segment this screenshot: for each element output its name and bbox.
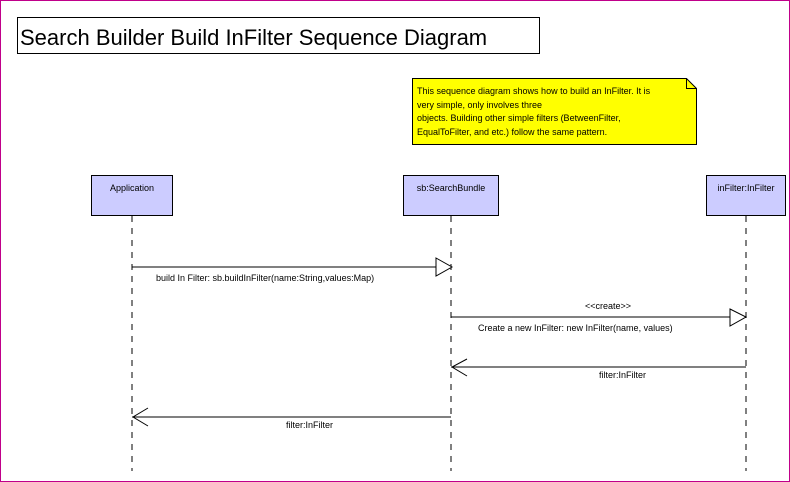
arrowhead-create (730, 309, 746, 326)
message-label-build-infilter: build In Filter: sb.buildInFilter(name:String,values:Map) (156, 273, 375, 283)
arrowhead-build-infilter (436, 258, 452, 276)
note-line: EqualToFilter, and etc.) follow the same pattern. (417, 126, 608, 137)
message-stereotype-create: <<create>> (585, 301, 632, 311)
message-label-create: Create a new InFilter: new InFilter(name, values) (478, 323, 673, 333)
message-label-return-application: filter:InFilter (286, 420, 334, 430)
note-line: objects. Building other simple filters (BetweenFilter, (417, 113, 621, 123)
actor-label: sb:SearchBundle (416, 183, 486, 193)
actor-searchbundle (403, 175, 499, 216)
note-line: very simple, only involves three (417, 99, 543, 110)
diagram-title: Search Builder Build InFilter Sequence Diagram (20, 25, 488, 50)
note-line: This sequence diagram shows how to build an InFilter. It is (417, 86, 651, 96)
actor-label: inFilter:InFilter (717, 183, 775, 193)
sequence-lines (1, 1, 789, 481)
message-label-return-searchbundle: filter:InFilter (599, 370, 647, 380)
actor-infilter (706, 175, 786, 216)
actor-label: Application (109, 183, 155, 193)
actor-application (91, 175, 173, 216)
